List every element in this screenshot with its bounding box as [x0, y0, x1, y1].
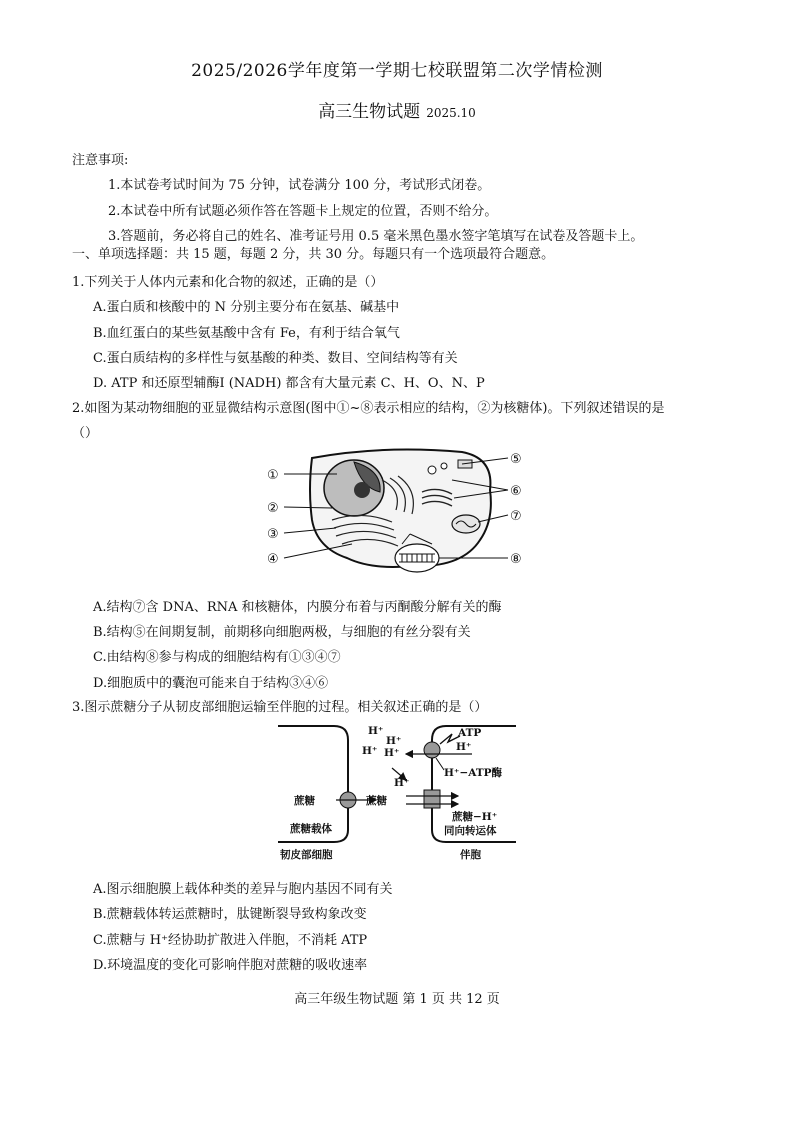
- exam-subtitle: [0, 97, 794, 122]
- question-option: D. ATP 和还原型辅酶Ⅰ (NADH) 都含有大量元素 C、H、O、N、P: [93, 376, 485, 391]
- h-ion: H⁺: [456, 741, 472, 753]
- notice-item: 1.本试卷考试时间为 75 分钟，试卷满分 100 分，考试形式闭卷。: [108, 178, 491, 193]
- question-option: B.结构⑤在间期复制，前期移向细胞两极，与细胞的有丝分裂有关: [93, 625, 471, 640]
- sucrose-transport-diagram: [276, 718, 522, 862]
- label-2: ②: [267, 501, 279, 516]
- h-ion: H⁺: [368, 725, 384, 737]
- enzyme-label: H⁺−ATP酶: [444, 767, 503, 779]
- notice-item: 2.本试卷中所有试题必须作答在答题卡上规定的位置，否则不给分。: [108, 204, 498, 219]
- notice-item: 3.答题前，务必将自己的姓名、准考证号用 0.5 毫米黑色墨水签字笔填写在试卷及答题卡上。: [108, 229, 644, 244]
- question-stem-continued: （）: [72, 426, 99, 441]
- sucrose-label-left: 蔗糖: [294, 795, 315, 807]
- companion-cell-label: 伴胞: [460, 849, 481, 861]
- label-6: ⑥: [510, 484, 522, 499]
- h-ion: H⁺: [362, 745, 378, 757]
- h-ion: H⁺: [386, 735, 402, 747]
- label-8: ⑧: [510, 552, 522, 567]
- question-option: B.血红蛋白的某些氨基酸中含有 Fe，有利于结合氧气: [93, 326, 400, 341]
- carrier-label: 蔗糖载体: [290, 823, 332, 835]
- question-stem: 2.如图为某动物细胞的亚显微结构示意图(图中①~⑧表示相应的结构，②为核糖体)。下列叙述错误的是: [72, 401, 665, 416]
- exam-date: 2025.10: [426, 106, 476, 120]
- label-4: ④: [267, 552, 279, 567]
- h-ion: H⁺: [394, 777, 410, 789]
- page-footer: 高三年级生物试题 第 1 页 共 12 页: [294, 992, 500, 1007]
- question-option: C.蛋白质结构的多样性与氨基酸的种类、数目、空间结构等有关: [93, 351, 458, 366]
- notice-heading: 注意事项:: [72, 153, 129, 168]
- exam-title: 2025/2026学年度第一学期七校联盟第二次学情检测: [191, 61, 603, 81]
- label-3: ③: [267, 527, 279, 542]
- question-option: D.细胞质中的囊泡可能来自于结构③④⑥: [93, 676, 329, 691]
- label-5: ⑤: [510, 452, 522, 467]
- question-option: B.蔗糖载体转运蔗糖时，肽键断裂导致构象改变: [93, 907, 367, 922]
- question-option: A.蛋白质和核酸中的 N 分别主要分布在氨基、碱基中: [93, 300, 400, 315]
- section-heading: 一、单项选择题：共 15 题，每题 2 分，共 30 分。每题只有一个选项最符合题意。: [72, 247, 555, 262]
- sucrose-label-mid: 蔗糖: [366, 795, 387, 807]
- label-7: ⑦: [510, 509, 522, 524]
- subject-title: 高三生物试题: [318, 102, 421, 122]
- question-option: A.结构⑦含 DNA、RNA 和核糖体，内膜分布着与丙酮酸分解有关的酶: [93, 600, 502, 615]
- symporter-label-2: 同向转运体: [444, 825, 497, 837]
- symporter-label: 蔗糖−H⁺: [452, 811, 498, 823]
- animal-cell-diagram: [262, 440, 532, 580]
- question-option: C.蔗糖与 H⁺经协助扩散进入伴胞，不消耗 ATP: [93, 933, 368, 948]
- h-ion: H⁺: [384, 747, 400, 759]
- label-1: ①: [267, 468, 279, 483]
- question-option: D.环境温度的变化可影响伴胞对蔗糖的吸收速率: [93, 958, 368, 973]
- atp-label: ATP: [458, 727, 482, 739]
- question-stem: 3.图示蔗糖分子从韧皮部细胞运输至伴胞的过程。相关叙述正确的是（）: [72, 700, 488, 715]
- question-option: C.由结构⑧参与构成的细胞结构有①③④⑦: [93, 650, 341, 665]
- phloem-cell-label: 韧皮部细胞: [280, 849, 333, 861]
- question-option: A.图示细胞膜上载体种类的差异与胞内基因不同有关: [93, 882, 393, 897]
- question-stem: 1.下列关于人体内元素和化合物的叙述，正确的是（）: [72, 275, 384, 290]
